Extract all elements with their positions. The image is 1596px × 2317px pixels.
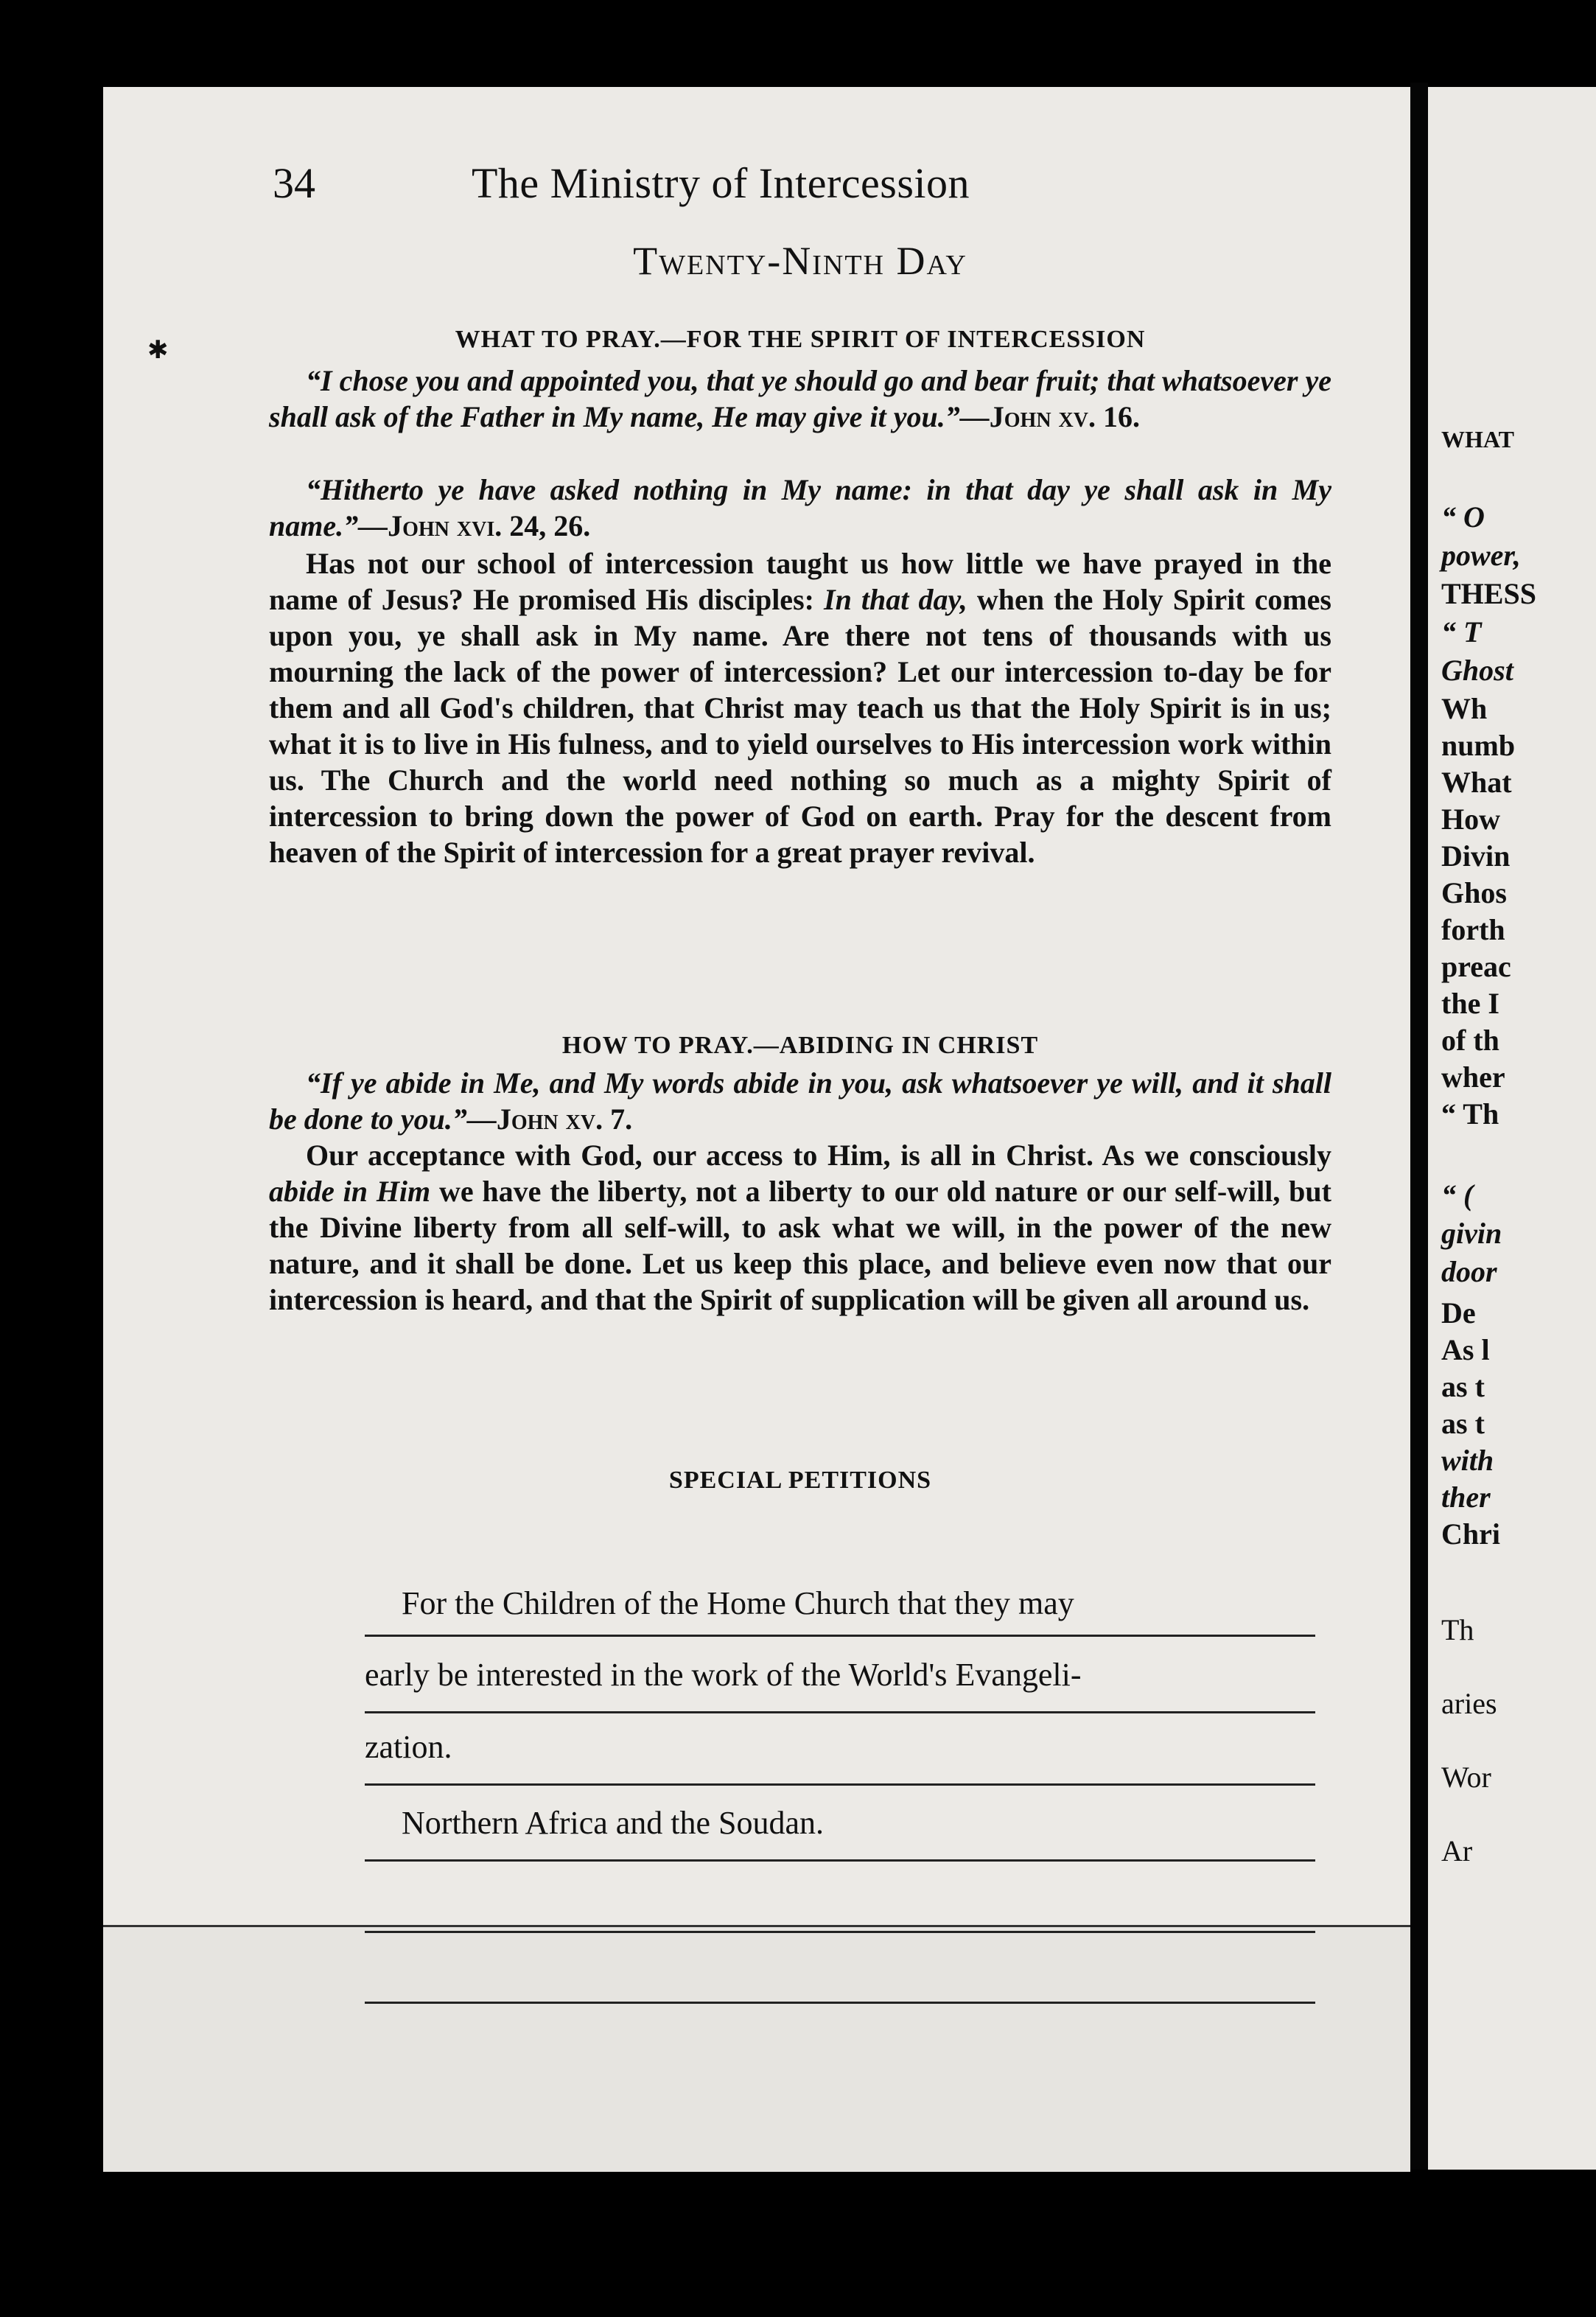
petition-line-3: zation. [365, 1729, 452, 1765]
running-title: The Ministry of Intercession [472, 159, 970, 207]
paragraph-2-part-1: Our acceptance with God, our access to Him, is all in Christ. As we consciously [306, 1139, 1331, 1172]
next-page-fragment: “ O [1441, 500, 1485, 534]
next-page-fragment: Th [1441, 1613, 1474, 1646]
next-page-fragment: Ghos [1441, 876, 1507, 909]
quote-2-reference: John xvi. 24, 26. [388, 509, 591, 542]
next-page-fragment: As l [1441, 1333, 1490, 1366]
next-page-fragment: Ar [1441, 1834, 1473, 1867]
petition-line-4: Northern Africa and the Soudan. [402, 1805, 825, 1841]
book-page-right-edge [1428, 87, 1596, 2170]
next-page-fragment: the I [1441, 987, 1499, 1020]
next-page-fragment: as t [1441, 1370, 1485, 1403]
scripture-quote-1 [269, 363, 1331, 435]
page-number: 34 [273, 159, 315, 207]
how-to-pray-paragraph [269, 1137, 1331, 1318]
paragraph-2-emphasis: abide in Him [269, 1175, 431, 1208]
special-petitions-heading: SPECIAL PETITIONS [668, 1467, 932, 1494]
next-page-fragment: preac [1441, 950, 1511, 983]
writing-rule [365, 1931, 1315, 1933]
writing-rule [365, 1711, 1315, 1713]
writing-rule [365, 1635, 1315, 1637]
book-page-left [103, 83, 1410, 1929]
writing-rule [365, 1783, 1315, 1786]
next-page-fragment: with [1441, 1444, 1494, 1477]
next-page-fragment: How [1441, 803, 1500, 836]
next-page-fragment: forth [1441, 913, 1505, 946]
day-title: Twenty-Ninth Day [633, 239, 967, 283]
next-page-fragment: power, [1441, 539, 1521, 572]
next-page-fragment: WHAT [1441, 426, 1514, 452]
next-page-fragment: Wor [1441, 1761, 1491, 1794]
next-page-fragment: door [1441, 1255, 1497, 1288]
next-page-fragment: as t [1441, 1407, 1485, 1440]
quote-2-text: “Hitherto ye have asked nothing in My name: in that day ye shall ask in My name.”— [269, 473, 1331, 542]
next-page-fragment: Divin [1441, 839, 1511, 873]
petition-line-2: early be interested in the work of the World's Evangeli- [365, 1657, 1082, 1693]
next-page-fragment: Ghost [1441, 654, 1513, 687]
writing-rule [365, 2002, 1315, 2004]
scripture-quote-3 [269, 1065, 1331, 1137]
next-page-fragment: givin [1441, 1217, 1502, 1250]
next-page-fragment: What [1441, 766, 1512, 799]
next-page-fragment: Chri [1441, 1517, 1500, 1551]
next-page-fragment: “ T [1441, 615, 1482, 649]
quote-1-reference: John xv. 16. [989, 400, 1141, 433]
how-to-pray-heading: HOW TO PRAY.—ABIDING IN CHRIST [561, 1032, 1039, 1059]
next-page-fragment: wher [1441, 1060, 1505, 1094]
quote-3-text: “If ye abide in Me, and My words abide in you, ask whatsoever ye will, and it shall be done to you.”— [269, 1066, 1331, 1136]
next-page-fragment: aries [1441, 1687, 1497, 1720]
scripture-quote-2 [269, 472, 1331, 544]
next-page-fragment: ther [1441, 1481, 1491, 1514]
next-page-fragment: Wh [1441, 692, 1488, 725]
next-page-fragment: numb [1441, 729, 1516, 762]
what-to-pray-paragraph [269, 545, 1331, 870]
margin-mark-icon: ✱ [147, 337, 169, 364]
paragraph-1-part-1: Has not our school of intercession taught us how little we have prayed in the name of Jesus? He promised His disciples: [269, 547, 1331, 616]
paragraph-2-part-2: we have the liberty, not a liberty to our old nature or our self-will, but the Divine liberty from all self-will, to ask what we will, in the power of the new nature, and it shall be done. Let us keep this place, and believe even now that our intercession is heard, and that the Spirit of supplication will be given all around us. [269, 1175, 1331, 1316]
next-page-fragment: “ ( [1441, 1178, 1474, 1212]
paragraph-1-part-2: when the Holy Spirit comes upon you, ye shall ask in My name. Are there not tens of thousands with us mourning the lack of the power of intercession? Let our intercession to-day be for them and all God's children, that Christ may teach us that the Holy Spirit is in us; what it is to live in His fulness, and to yield ourselves to His intercession work within us. The Church and the world need nothing so much as a mighty Spirit of intercession to bring down the power of God on earth. Pray for the descent from heaven of the Spirit of intercession for a great prayer revival. [269, 583, 1331, 869]
next-page-fragment: THESS [1441, 577, 1536, 610]
petition-line-1: For the Children of the Home Church that they may [402, 1585, 1074, 1621]
next-page-fragment: of th [1441, 1024, 1499, 1057]
page-margin-bottom [103, 1925, 1410, 2172]
quote-3-reference: John xv. 7. [496, 1102, 633, 1136]
quote-1-text: “I chose you and appointed you, that ye should go and bear fruit; that whatsoever ye shall ask of the Father in My name, He may give it you.”— [269, 364, 1331, 433]
what-to-pray-heading: WHAT TO PRAY.—FOR THE SPIRIT OF INTERCESSION [455, 326, 1146, 353]
writing-rule [365, 1859, 1315, 1862]
next-page-fragment: “ Th [1441, 1097, 1499, 1130]
book-spine [1410, 83, 1428, 2170]
paragraph-1-emphasis: In that day, [824, 583, 967, 616]
next-page-fragment: De [1441, 1296, 1476, 1329]
